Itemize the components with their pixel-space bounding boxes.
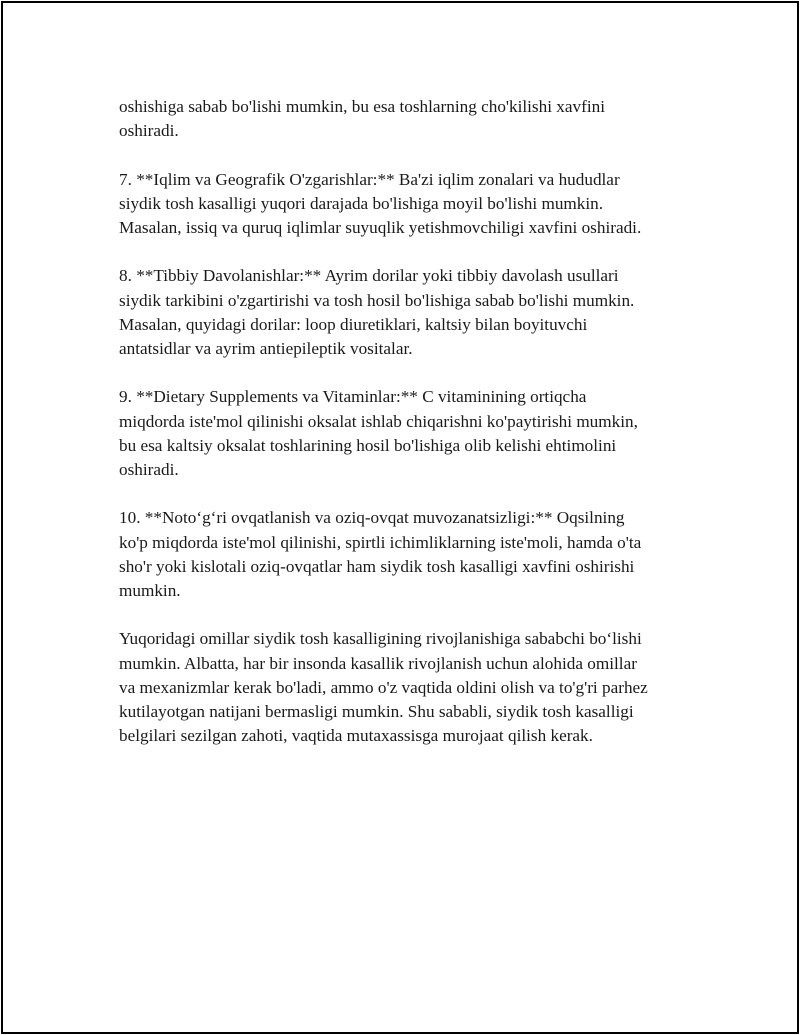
text-line: oshiradi. bbox=[119, 460, 179, 479]
text-line: oshiradi. bbox=[119, 121, 179, 141]
paragraph-item-10 bbox=[119, 506, 719, 603]
document-body bbox=[119, 95, 719, 773]
text-line: siydik tosh kasalligi yuqori darajada bo'lishiga moyil bo'lishi mumkin. bbox=[119, 193, 604, 213]
text-line: sho'r yoki kislotali oziq-ovqatlar ham siydik tosh kasalligi xavfini oshirishi bbox=[119, 556, 635, 576]
text-line: miqdorda iste'mol qilinishi oksalat ishlab chiqarishni ko'paytirishi mumkin, bbox=[119, 411, 638, 431]
text-line: oshishiga sabab bo'lishi mumkin, bu esa toshlarning cho'kilishi xavfini bbox=[119, 97, 605, 116]
text-line: Yuqoridagi omillar siydik tosh kasalligining rivojlanishiga sababchi bo‘lishi bbox=[119, 629, 642, 649]
text-line: Masalan, quyidagi dorilar: loop diuretiklari, kaltsiy bilan boyituvchi bbox=[119, 314, 588, 334]
text-line: 10. **Noto‘g‘ri ovqatlanish va oziq-ovqat muvozanatsizligi:** Oqsilning bbox=[119, 508, 625, 528]
text-line: kutilayotgan natijani bermasligi mumkin. Shu sababli, siydik tosh kasalligi bbox=[119, 702, 634, 721]
text-line: 9. **Dietary Supplements va Vitaminlar:** C vitaminining ortiqcha bbox=[119, 387, 587, 407]
text-line: 7. **Iqlim va Geografik O'zgarishlar:** Ba'zi iqlim zonalari va hududlar bbox=[119, 169, 620, 189]
text-line: 8. **Tibbiy Davolanishlar:** Ayrim dorilar yoki tibbiy davolash usullari bbox=[119, 266, 619, 286]
paragraph-item-8 bbox=[119, 264, 719, 361]
text-line: Masalan, issiq va quruq iqlimlar suyuqlik yetishmovchiligi xavfini oshiradi. bbox=[119, 218, 642, 237]
text-line: siydik tarkibini o'zgartirishi va tosh hosil bo'lishiga sabab bo'lishi mumkin. bbox=[119, 290, 635, 310]
paragraph-conclusion bbox=[119, 627, 719, 748]
paragraph-item-7 bbox=[119, 168, 719, 241]
text-line: mumkin. Albatta, har bir insonda kasallik rivojlanish uchun alohida omillar bbox=[119, 653, 637, 673]
paragraph-item-9 bbox=[119, 385, 719, 482]
document-page bbox=[1, 1, 799, 1034]
text-line: ko'p miqdorda iste'mol qilinishi, spirtli ichimliklarning iste'moli, hamda o'ta bbox=[119, 532, 642, 552]
text-line: mumkin. bbox=[119, 581, 181, 600]
text-line: antatsidlar va ayrim antiepileptik vositalar. bbox=[119, 339, 413, 358]
text-line: bu esa kaltsiy oksalat toshlarining hosil bo'lishiga olib kelishi ehtimolini bbox=[119, 435, 617, 455]
text-line: va mexanizmlar kerak bo'ladi, ammo o'z vaqtida oldini olish va to'g'ri parhez bbox=[119, 677, 648, 697]
text-line: belgilari sezilgan zahoti, vaqtida mutaxassisga murojaat qilish kerak. bbox=[119, 726, 593, 746]
paragraph-continuation bbox=[119, 95, 719, 143]
